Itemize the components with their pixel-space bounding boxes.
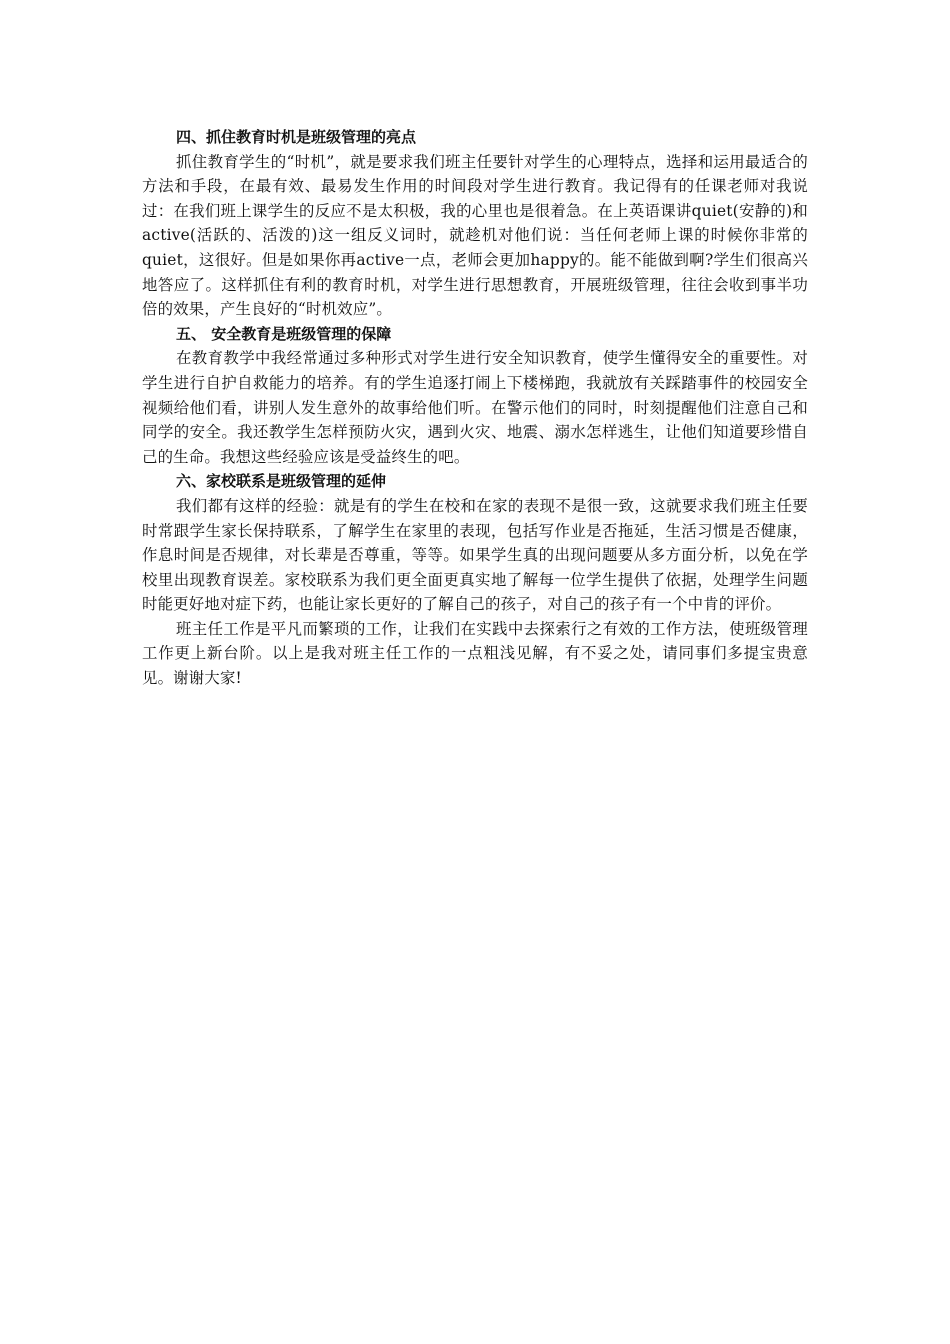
paragraph-safety: 在教育教学中我经常通过多种形式对学生进行安全知识教育，使学生懂得安全的重要性。对学生进行自护自救能力的培养。有的学生追逐打闹上下楼梯跑，我就放有关踩踏事件的校园安全视频给他们看，讲别人发生意外的故事给他们听。在警示他们的同时，时刻提醒他们注意自己和同学的安全。我还教学生怎样预防火灾，遇到火灾、地震、溺水怎样逃生，让他们知道要珍惜自己的生命。我想这些经验应该是受益终生的吧。 (142, 349, 808, 466)
document-page (142, 125, 808, 691)
paragraph-home-school: 我们都有这样的经验：就是有的学生在校和在家的表现不是很一致，这就要求我们班主任要时常跟学生家长保持联系，了解学生在家里的表现，包括写作业是否拖延，生活习惯是否健康，作息时间是否规律，对长辈是否尊重，等等。如果学生真的出现问题要从多方面分析，以免在学校里出现教育误差。家校联系为我们更全面更真实地了解每一位学生提供了依据，处理学生问题时能更好地对症下药，也能让家长更好的了解自己的孩子，对自己的孩子有一个中肯的评价。 (142, 496, 808, 614)
section-heading-4: 四、抓住教育时机是班级管理的亮点 (176, 128, 417, 146)
section-heading-6: 六、家校联系是班级管理的延伸 (176, 472, 387, 491)
section-heading-5: 五、 安全教育是班级管理的保障 (176, 324, 392, 343)
paragraph-conclusion: 班主任工作是平凡而繁琐的工作，让我们在实践中去探索行之有效的工作方法，使班级管理工作更上新台阶。以上是我对班主任工作的一点粗浅见解，有不妥之处，请同事们多提宝贵意见。谢谢大家! (142, 619, 808, 688)
paragraph-timing: 抓住教育学生的“时机”，就是要求我们班主任要针对学生的心理特点，选择和运用最适合的方法和手段，在最有效、最易发生作用的时间段对学生进行教育。我记得有的任课老师对我说过：在我们班上课学生的反应不是太积极，我的心里也是很着急。在上英语课讲quiet(安静的)和active(活跃的、活泼的)这一组反义词时，就趁机对他们说：当任何老师上课的时候你非常的quiet，这很好。但是如果你再active一点，老师会更加happy的。能不能做到啊?学生们很高兴地答应了。这样抓住有利的教育时机，对学生进行思想教育，开展班级管理，往往会收到事半功倍的效果，产生良好的“时机效应”。 (142, 152, 808, 319)
